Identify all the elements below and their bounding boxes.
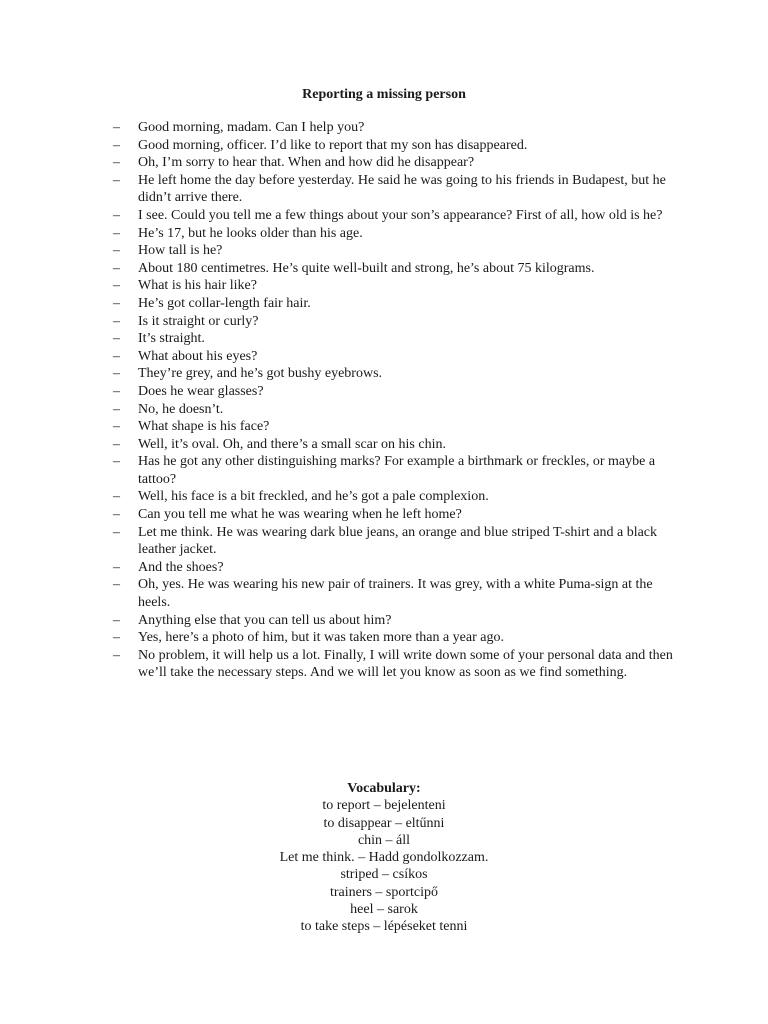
dialogue-text: What about his eyes? bbox=[138, 348, 258, 364]
vocabulary-section bbox=[0, 780, 768, 936]
vocabulary-title: Vocabulary: bbox=[347, 781, 421, 796]
dialogue-text: Good morning, madam. Can I help you? bbox=[138, 120, 365, 135]
dash-marker: – bbox=[113, 225, 120, 241]
dialogue-line bbox=[113, 295, 683, 313]
vocabulary-entry: to disappear – eltűnni bbox=[323, 815, 445, 831]
dialogue-text: How tall is he? bbox=[138, 243, 223, 259]
vocabulary-entry: trainers – sportcipő bbox=[329, 884, 439, 900]
dialogue-line bbox=[113, 119, 683, 137]
dialogue-text: He’s 17, but he looks older than his age. bbox=[138, 225, 363, 241]
dash-marker: – bbox=[113, 559, 120, 575]
dialogue-line bbox=[113, 330, 683, 348]
dialogue-line bbox=[113, 559, 683, 577]
dialogue-text: Does he wear glasses? bbox=[138, 383, 264, 399]
dialogue-text: Can you tell me what he was wearing when he left home? bbox=[138, 507, 462, 523]
dialogue-text: Anything else that you can tell us about him? bbox=[138, 612, 392, 628]
dialogue-text: They’re grey, and he’s got bushy eyebrows. bbox=[138, 366, 383, 382]
dialogue-text: He left home the day before yesterday. He said he was going to his friends in Budapest, but he didn’t arrive there. bbox=[138, 172, 666, 206]
dialogue-line bbox=[113, 242, 683, 260]
dialogue-line bbox=[113, 383, 683, 401]
dialogue-line bbox=[113, 436, 683, 454]
dialogue-line bbox=[113, 629, 683, 647]
dash-marker: – bbox=[113, 366, 120, 382]
dialogue-line bbox=[113, 172, 683, 207]
dialogue-line bbox=[113, 137, 683, 155]
dash-marker: – bbox=[113, 137, 120, 153]
dialogue-line bbox=[113, 277, 683, 295]
dialogue-line bbox=[113, 401, 683, 419]
dialogue-line bbox=[113, 313, 683, 331]
vocabulary-entry: chin – áll bbox=[357, 832, 411, 848]
dialogue-line bbox=[113, 225, 683, 243]
vocabulary-entry: heel – sarok bbox=[350, 902, 418, 918]
dash-marker: – bbox=[113, 383, 120, 399]
dash-marker: – bbox=[113, 260, 120, 276]
dialogue-line bbox=[113, 612, 683, 630]
dialogue-text: Well, his face is a bit freckled, and he’s got a pale complexion. bbox=[138, 489, 489, 505]
dash-marker: – bbox=[113, 207, 120, 223]
dash-marker: – bbox=[113, 155, 120, 171]
dialogue-text: What shape is his face? bbox=[138, 419, 270, 435]
dialogue-text: Is it straight or curly? bbox=[138, 313, 259, 329]
vocabulary-entries bbox=[0, 797, 768, 935]
dash-marker: – bbox=[113, 401, 120, 417]
dash-marker: – bbox=[113, 524, 120, 540]
dialogue-text: Has he got any other distinguishing marks? For example a birthmark or freckles, or maybe a tattoo? bbox=[138, 454, 656, 487]
dialogue-line bbox=[113, 365, 683, 383]
dialogue-text: No problem, it will help us a lot. Finally, I will write down some of your personal data and then we’ll take the necessary steps. And we will let you know as soon as we find something. bbox=[138, 647, 673, 681]
page-title: Reporting a missing person bbox=[302, 87, 466, 102]
dialogue-text: Let me think. He was wearing dark blue jeans, an orange and blue striped T-shirt and a black leather jacket. bbox=[138, 524, 658, 558]
dialogue-list bbox=[113, 119, 683, 682]
dialogue-text: I see. Could you tell me a few things about your son’s appearance? First of all, how old is he? bbox=[138, 207, 663, 223]
dash-marker: – bbox=[113, 436, 120, 452]
dialogue-line bbox=[113, 576, 683, 611]
dialogue-line bbox=[113, 453, 683, 488]
dialogue-line bbox=[113, 154, 683, 172]
dialogue-text: Well, it’s oval. Oh, and there’s a small scar on his chin. bbox=[138, 436, 446, 452]
dialogue-line bbox=[113, 647, 683, 682]
dialogue-text: About 180 centimetres. He’s quite well-built and strong, he’s about 75 kilograms. bbox=[138, 260, 595, 276]
dialogue-text: It’s straight. bbox=[138, 331, 205, 347]
dash-marker: – bbox=[113, 489, 120, 505]
dash-marker: – bbox=[113, 243, 120, 259]
dialogue-text: What is his hair like? bbox=[138, 278, 257, 294]
dash-marker: – bbox=[113, 507, 120, 523]
dash-marker: – bbox=[113, 120, 120, 135]
vocabulary-entry: Let me think. – Hadd gondolkozzam. bbox=[279, 850, 489, 866]
dash-marker: – bbox=[113, 454, 120, 470]
dialogue-line bbox=[113, 524, 683, 559]
dialogue-text: He’s got collar-length fair hair. bbox=[138, 295, 311, 311]
dialogue-text: Oh, I’m sorry to hear that. When and how did he disappear? bbox=[138, 155, 475, 171]
dash-marker: – bbox=[113, 295, 120, 311]
dialogue-line bbox=[113, 488, 683, 506]
dialogue-text: Oh, yes. He was wearing his new pair of trainers. It was grey, with a white Puma-sign at the heels. bbox=[138, 577, 653, 611]
dash-marker: – bbox=[113, 172, 120, 188]
dash-marker: – bbox=[113, 313, 120, 329]
dash-marker: – bbox=[113, 419, 120, 435]
dialogue-text: And the shoes? bbox=[138, 559, 224, 575]
dash-marker: – bbox=[113, 278, 120, 294]
dialogue-text: Yes, here’s a photo of him, but it was taken more than a year ago. bbox=[138, 630, 504, 646]
dialogue-line bbox=[113, 260, 683, 278]
dash-marker: – bbox=[113, 348, 120, 364]
dash-marker: – bbox=[113, 647, 120, 663]
dash-marker: – bbox=[113, 630, 120, 646]
vocabulary-entry: striped – csíkos bbox=[340, 867, 428, 883]
vocabulary-entry: to take steps – lépéseket tenni bbox=[300, 919, 468, 935]
dash-marker: – bbox=[113, 612, 120, 628]
dialogue-line bbox=[113, 506, 683, 524]
dialogue-line bbox=[113, 418, 683, 436]
dialogue-line bbox=[113, 207, 683, 225]
dialogue-text: Good morning, officer. I’d like to report that my son has disappeared. bbox=[138, 137, 528, 153]
dialogue-line bbox=[113, 348, 683, 366]
dash-marker: – bbox=[113, 577, 120, 593]
vocabulary-entry: to report – bejelenteni bbox=[322, 798, 446, 814]
dash-marker: – bbox=[113, 331, 120, 347]
dialogue-text: No, he doesn’t. bbox=[138, 401, 224, 417]
